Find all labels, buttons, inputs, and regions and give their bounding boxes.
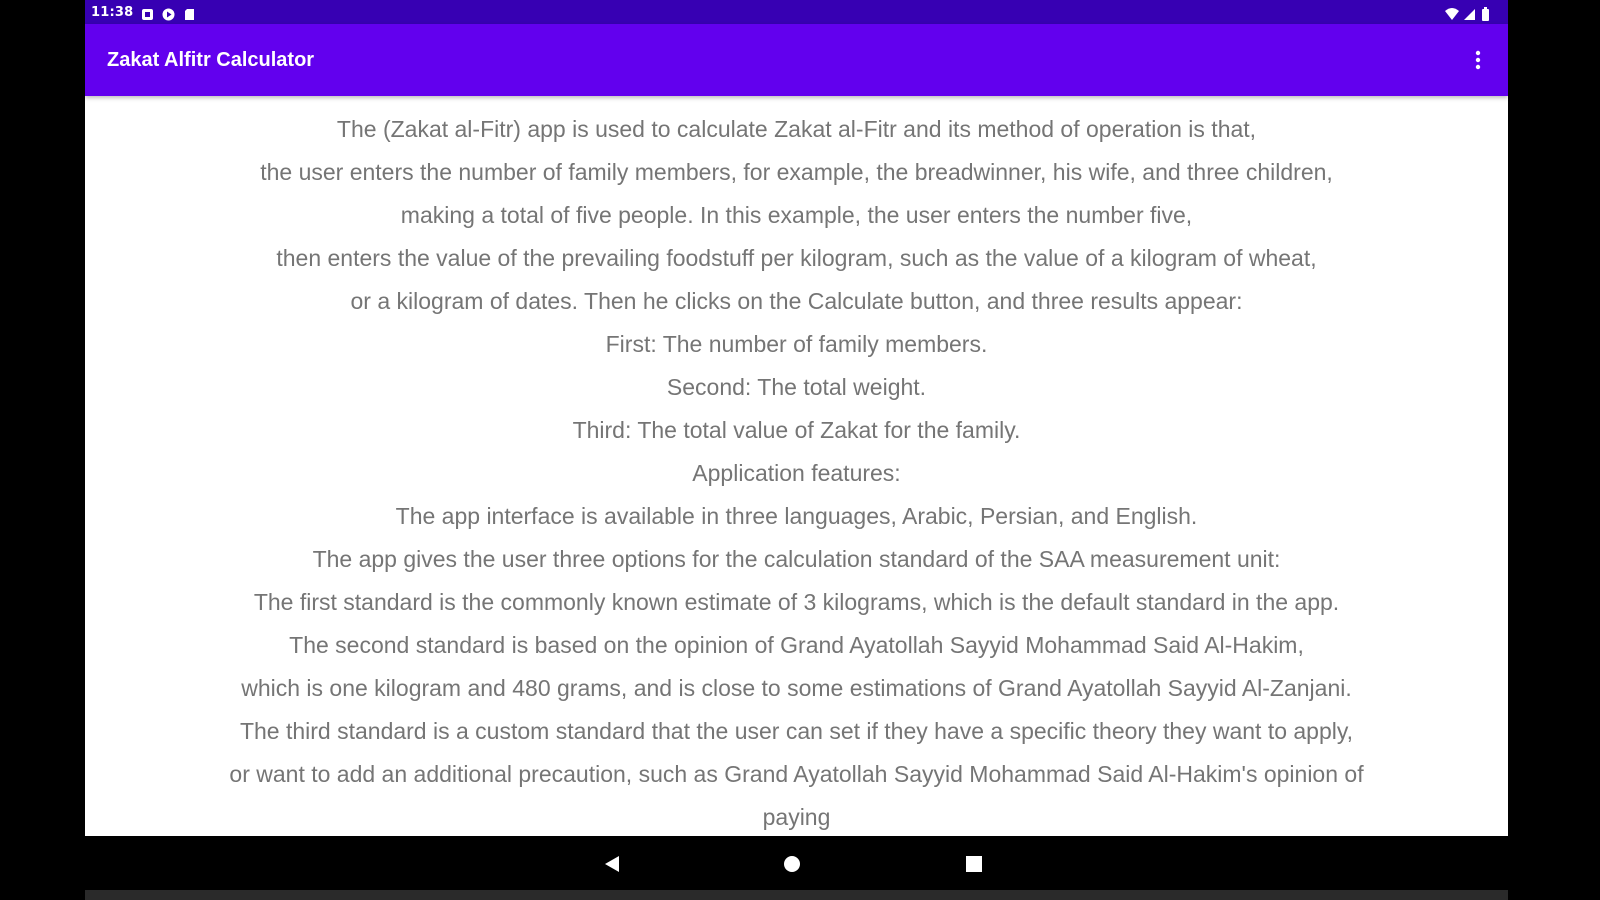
description-line: which is one kilogram and 480 grams, and is close to some estimations of Grand Ayatollah Sayyid Al-Zanjani. [241,675,1352,701]
back-icon[interactable] [592,844,632,884]
description-line: The (Zakat al-Fitr) app is used to calculate Zakat al-Fitr and its method of operation is that, [336,116,1257,142]
signal-icon [1463,6,1476,19]
description-line: paying [762,804,831,830]
status-left [91,5,196,20]
description-line: Second: The total weight. [666,374,927,400]
bottom-edge [85,890,1508,900]
description-line: The third standard is a custom standard that the user can set if they have a specific theory they want to apply, [239,718,1354,744]
description-line: making a total of five people. In this example, the user enters the number five, [400,202,1193,228]
navigation-bar [85,836,1508,890]
app-bar [85,24,1508,96]
description-line: First: The number of family members. [605,331,988,357]
description-line: then enters the value of the prevailing foodstuff per kilogram, such as the value of a kilogram of wheat, [276,245,1317,271]
status-right [1445,6,1494,19]
description-scroll-view[interactable] [85,96,1508,836]
description-line: The first standard is the commonly known estimate of 3 kilograms, which is the default standard in the app. [253,589,1340,615]
description-line: Application features: [692,460,901,486]
battery-icon [1481,6,1494,19]
description-line: or want to add an additional precaution, such as Grand Ayatollah Sayyid Mohammad Said Al-Hakim's opinion of [229,761,1364,787]
app-description [85,96,1508,836]
description-line: Third: The total value of Zakat for the family. [572,417,1021,443]
description-line: The app gives the user three options for the calculation standard of the SAA measurement unit: [312,546,1281,572]
status-bar [85,0,1508,24]
description-line: The second standard is based on the opinion of Grand Ayatollah Sayyid Mohammad Said Al-Hakim, [289,632,1304,658]
wifi-icon [1445,6,1458,19]
description-line: The app interface is available in three languages, Arabic, Persian, and English. [395,503,1198,529]
description-line: the user enters the number of family members, for example, the breadwinner, his wife, and three children, [260,159,1333,185]
device-screen [85,0,1508,900]
recents-icon[interactable] [954,844,994,884]
status-time: 11:38 [91,4,134,20]
description-line: or a kilogram of dates. Then he clicks on the Calculate button, and three results appear: [350,288,1243,314]
home-icon[interactable] [772,844,812,884]
more-vert-icon[interactable] [1466,42,1490,78]
sd-card-icon [183,6,196,19]
app-title: Zakat Alfitr Calculator [107,48,315,71]
play-protect-icon [162,6,175,19]
notification-square-icon [141,6,154,19]
